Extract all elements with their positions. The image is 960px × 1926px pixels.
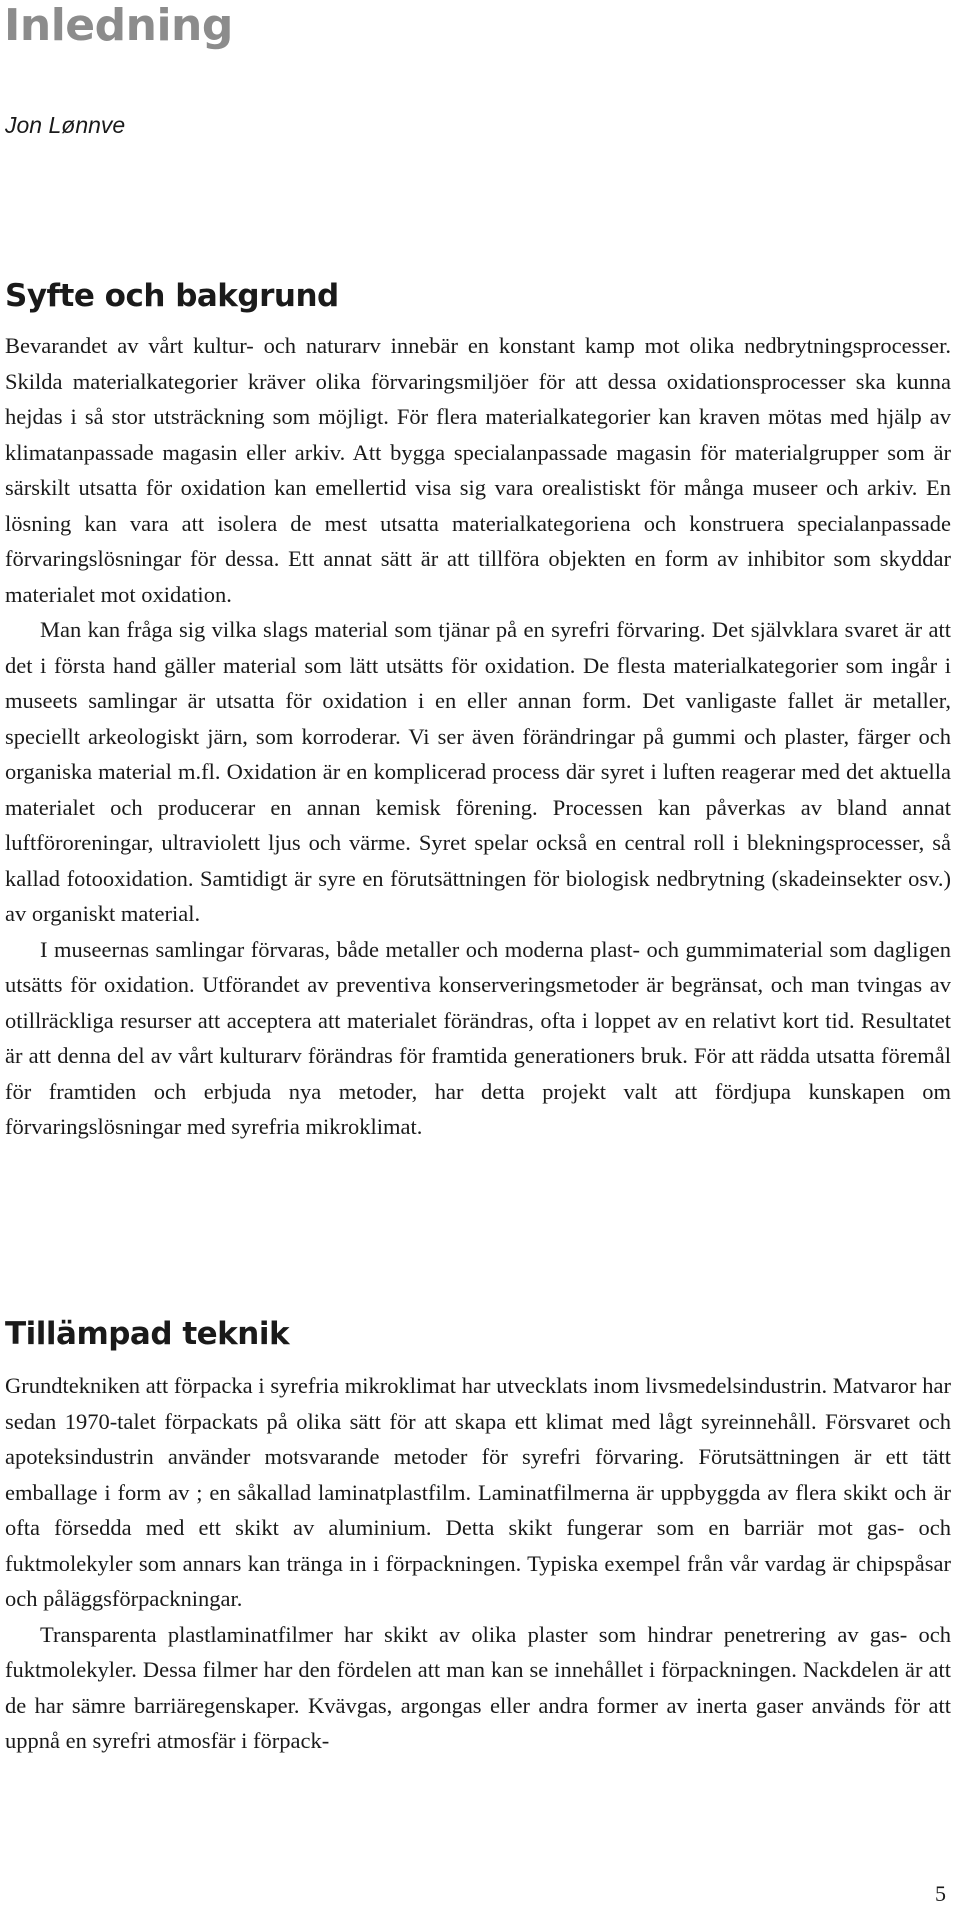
paragraph: Grundtekniken att förpacka i syrefria mikroklimat har utvecklats inom livsmedelsindustrin. Matvaror har sedan 1970-talet förpackats på olika sätt för att skapa ett klimat med lågt syreinnehåll. Försvaret och apoteksindustrin använder motsvarande metoder för syrefri förvaring. Förutsättningen är ett tätt emballage i form av ; en såkallad laminatplastfilm. Laminatfilmerna är uppbyggda av flera skikt och är ofta försedda med ett skikt av aluminium. Detta skikt fungerar som en barriär mot gas- och fuktmolekyler som annars kan tränga in i förpackningen. Typiska exempel från vår vardag är chipspåsar och påläggsförpackningar. [5,1373,951,1611]
paragraph: Transparenta plastlaminatfilmer har skikt av olika plaster som hindrar penetrering av gas- och fuktmolekyler. Dessa filmer har den fördelen att man kan se innehållet i förpackningen. Nackdelen är att de har sämre barriäregenskaper. Kvävgas, argongas eller andra former av inerta gaser används för att uppnå en syrefri atmosfär i förpack- [5,1621,951,1753]
section-body-syfte [5,328,951,1145]
section-body-tillampad-teknik [5,1368,951,1759]
section-heading-tillampad-teknik: Tillämpad teknik [5,1316,290,1352]
page-number: 5 [935,1881,946,1906]
paragraph: Man kan fråga sig vilka slags material som tjänar på en syrefri förvaring. Det självklara svaret är att det i första hand gäller material som lätt utsätts för oxidation. De flesta materialkategorier som ingår i museets samlingar är utsatta för oxidation i en eller annan form. Det vanligaste fallet är metaller, speciellt arkeologiskt järn, som korroderar. Vi ser även förändringar på gummi och plaster, färger och organiska material m.fl. Oxidation är en komplicerad process där syret i luften reagerar med det aktuella materialet och producerar en annan kemisk förening. Processen kan påverkas av bland annat luftföroreningar, ultraviolett ljus och värme. Syret spelar också en central roll i blekningsprocesser, så kallad fotooxidation. Samtidigt är syre en förutsättningen för biologisk nedbrytning (skadeinsekter osv.) av organiskt material. [5,617,951,926]
paragraph: Bevarandet av vårt kultur- och naturarv innebär en konstant kamp mot olika nedbrytningsprocesser. Skilda materialkategorier kräver olika förvaringsmiljöer för att dessa oxidationsprocesser ska kunna hejdas i så stor utsträckning som möjligt. För flera materialkategorier kan kraven mötas med hjälp av klimatanpassade magasin eller arkiv. Att bygga specialanpassade magasin för materialgrupper som är särskilt utsatta för oxidation kan emellertid visa sig vara orealistiskt för många museer och arkiv. En lösning kan vara att isolera de mest utsatta materialkategoriena och konstruera specialanpassade förvaringslösningar för dessa. Ett annat sätt är att tillföra objekten en form av inhibitor som skyddar materialet mot oxidation. [5,333,951,607]
paragraph: I museernas samlingar förvaras, både metaller och moderna plast- och gummimaterial som dagligen utsätts för oxidation. Utförandet av preventiva konserveringsmetoder är begränsat, och man tvingas av otillräckliga resurser att acceptera att materialet förändras, ofta i loppet av en relativt kort tid. Resultatet är att denna del av vårt kulturarv förändras för framtida generationers bruk. För att rädda utsatta föremål för framtiden och erbjuda nya metoder, har detta projekt valt att fördjupa kunskapen om förvaringslösningar med syrefria mikroklimat. [5,936,951,1139]
chapter-title: Inledning [4,0,233,51]
section-heading-syfte: Syfte och bakgrund [5,278,339,314]
author-name: Jon Lønnve [5,112,126,138]
